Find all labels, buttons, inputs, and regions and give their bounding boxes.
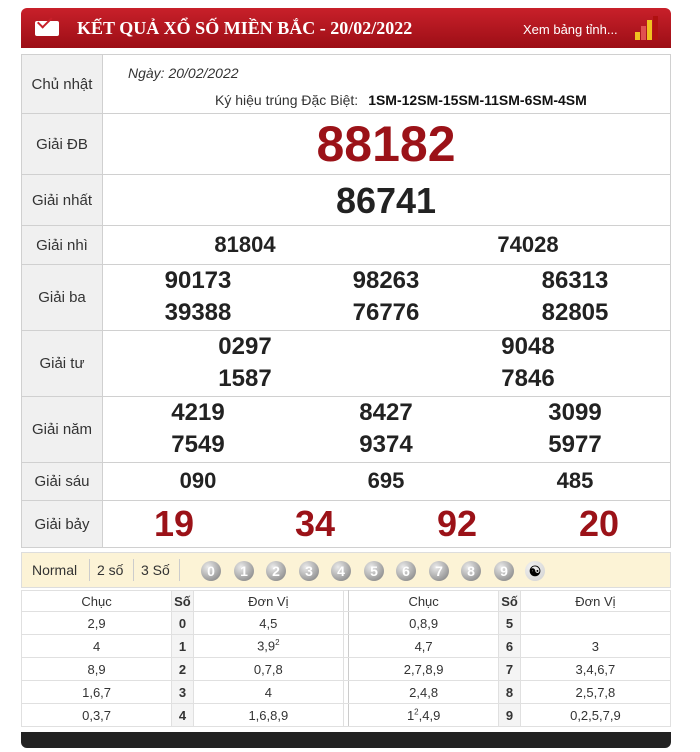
results-table [21, 54, 671, 548]
table-cell: 4 [22, 635, 172, 658]
table-cell: 4,7 [349, 635, 499, 658]
prize-number: 19 [153, 503, 195, 544]
cell-text-part: 1 [406, 707, 415, 723]
digit-ball-5[interactable]: 5 [364, 561, 384, 581]
col-header: Đơn Vị [520, 591, 670, 612]
prize-row-bay [22, 501, 671, 548]
prize-row-tu [22, 331, 671, 397]
table-row [22, 681, 671, 704]
prize-row-db [22, 114, 671, 175]
header-bar [21, 8, 671, 48]
table-cell: 0 [172, 612, 194, 635]
table-cell [349, 704, 499, 727]
prize-label-nhat: Giải nhất [22, 175, 103, 226]
mail-icon [35, 21, 59, 36]
divider [133, 559, 134, 581]
cell-text: 3,9 [257, 638, 276, 654]
prize-number: 34 [294, 503, 336, 544]
table-cell: 0,8,9 [349, 612, 499, 635]
prize-number: 82805 [541, 299, 609, 326]
prize-number: 4219 [171, 399, 225, 426]
table-cell: 5 [499, 612, 521, 635]
prize-row-nhat [22, 175, 671, 226]
table-cell: 4,5 [193, 612, 343, 635]
table-row [22, 658, 671, 681]
prize-number: 695 [367, 468, 405, 493]
prize-label-nam: Giải năm [22, 397, 103, 463]
symbol-label: Ký hiệu trúng Đặc Biệt: [215, 92, 359, 108]
filter-2-digits[interactable]: 2 số [97, 562, 124, 578]
col-header: Đơn Vị [193, 591, 343, 612]
prize-number-nhat: 86741 [335, 180, 437, 221]
prize-label-tu: Giải tư [22, 331, 103, 397]
prize-number: 7846 [501, 365, 555, 392]
prize-row-ba [22, 265, 671, 331]
digit-ball-0[interactable]: 0 [201, 561, 221, 581]
prize-label-ba: Giải ba [22, 265, 103, 331]
table-cell: 8,9 [22, 658, 172, 681]
prize-row-nhi [22, 226, 671, 265]
prize-number: 485 [556, 468, 594, 493]
prize-number: 9374 [359, 431, 413, 458]
table-cell: 2,5,7,8 [520, 681, 670, 704]
prize-number: 7549 [171, 431, 225, 458]
stats-header-row [22, 591, 671, 612]
prize-number: 0297 [218, 333, 272, 360]
prize-number: 5977 [548, 431, 602, 458]
table-cell: 1,6,8,9 [193, 704, 343, 727]
loto-stats-table [21, 590, 671, 727]
superscript: 2 [414, 707, 419, 717]
table-cell: 3 [172, 681, 194, 704]
col-header: Chục [22, 591, 172, 612]
prize-cell-ba [103, 265, 671, 331]
prize-number: 1587 [218, 365, 272, 392]
prize-number: 8427 [359, 399, 413, 426]
bar-chart-icon[interactable] [635, 16, 657, 40]
draw-date: Ngày: 20/02/2022 [128, 65, 239, 81]
filter-3-digits[interactable]: 3 Số [141, 562, 170, 578]
prize-cell-nhat [103, 175, 671, 226]
table-cell: 2,4,8 [349, 681, 499, 704]
prize-number: 86313 [541, 267, 609, 294]
table-cell [520, 612, 670, 635]
filter-normal[interactable]: Normal [32, 562, 78, 578]
prize-cell-nhi [103, 226, 671, 265]
results-panel [21, 4, 671, 748]
prize-number: 39388 [164, 299, 232, 326]
table-cell: 3,4,6,7 [520, 658, 670, 681]
table-row [22, 612, 671, 635]
col-header: Số [172, 591, 194, 612]
prize-number: 3099 [548, 399, 602, 426]
divider [89, 559, 90, 581]
prize-cell-nam [103, 397, 671, 463]
special-symbols [215, 92, 587, 108]
table-cell: 7 [499, 658, 521, 681]
view-provinces-link[interactable]: Xem bảng tỉnh... [523, 22, 618, 37]
day-label: Chủ nhật [22, 55, 103, 114]
table-cell: 6 [499, 635, 521, 658]
digit-ball-3[interactable]: 3 [299, 561, 319, 581]
prize-number: 74028 [497, 232, 559, 257]
footer-bar [21, 732, 671, 748]
info-row [22, 55, 671, 114]
prize-number: 92 [436, 503, 478, 544]
table-row [22, 635, 671, 658]
prize-cell-sau [103, 463, 671, 501]
table-cell: 0,3,7 [22, 704, 172, 727]
yin-yang-icon[interactable]: ☯ [525, 561, 545, 581]
prize-label-db: Giải ĐB [22, 114, 103, 175]
digit-ball-9[interactable]: 9 [494, 561, 514, 581]
prize-number: 090 [179, 468, 217, 493]
prize-cell-db [103, 114, 671, 175]
cell-text [407, 708, 440, 723]
symbol-value: 1SM-12SM-15SM-11SM-6SM-4SM [368, 92, 587, 108]
prize-number: 90173 [164, 267, 232, 294]
digit-ball-4[interactable]: 4 [331, 561, 351, 581]
table-cell: 4 [172, 704, 194, 727]
info-cell [103, 55, 671, 114]
prize-label-nhi: Giải nhì [22, 226, 103, 265]
prize-number: 98263 [352, 267, 420, 294]
table-cell: 0,2,5,7,9 [520, 704, 670, 727]
digit-ball-2[interactable]: 2 [266, 561, 286, 581]
prize-cell-bay [103, 501, 671, 548]
digit-ball-1[interactable]: 1 [234, 561, 254, 581]
divider [179, 559, 180, 581]
page-title: KẾT QUẢ XỔ SỐ MIỀN BẮC - 20/02/2022 [77, 18, 413, 38]
table-cell: 8 [499, 681, 521, 704]
table-cell: 3 [520, 635, 670, 658]
number-filter-bar [21, 552, 671, 588]
col-header: Số [499, 591, 521, 612]
prize-number: 20 [578, 503, 620, 544]
col-header: Chục [349, 591, 499, 612]
table-cell: 2,7,8,9 [349, 658, 499, 681]
prize-row-nam [22, 397, 671, 463]
prize-row-sau [22, 463, 671, 501]
prize-label-sau: Giải sáu [22, 463, 103, 501]
digit-ball-8[interactable]: 8 [461, 561, 481, 581]
table-row [22, 704, 671, 727]
table-cell: 1,6,7 [22, 681, 172, 704]
prize-label-bay: Giải bảy [22, 501, 103, 548]
table-cell: 1 [172, 635, 194, 658]
table-cell: 0,7,8 [193, 658, 343, 681]
digit-ball-7[interactable]: 7 [429, 561, 449, 581]
prize-number-db: 88182 [316, 116, 456, 172]
superscript: 2 [275, 638, 280, 648]
table-cell [193, 635, 343, 658]
table-cell: 9 [499, 704, 521, 727]
table-cell: 2,9 [22, 612, 172, 635]
prize-cell-tu [103, 331, 671, 397]
prize-number: 81804 [214, 232, 276, 257]
cell-text-part: ,4,9 [418, 707, 441, 723]
digit-ball-6[interactable]: 6 [396, 561, 416, 581]
prize-number: 76776 [352, 299, 420, 326]
prize-number: 9048 [501, 333, 555, 360]
table-cell: 2 [172, 658, 194, 681]
table-cell: 4 [193, 681, 343, 704]
